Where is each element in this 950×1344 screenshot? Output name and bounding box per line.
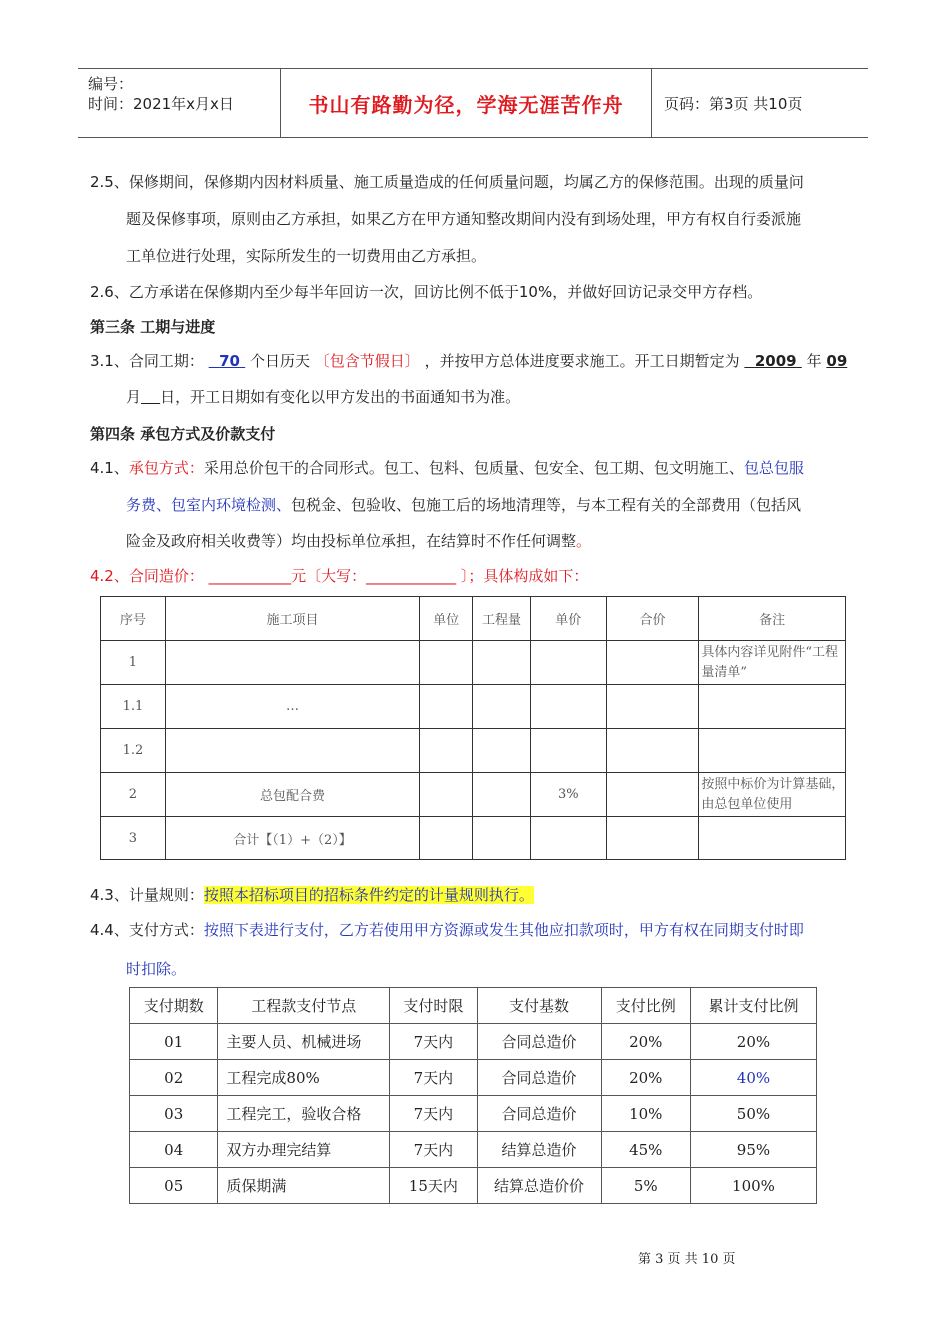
- clause-3-1-prefix: 3.1、合同工期：: [90, 352, 204, 370]
- pay-cell-no: 02: [130, 1060, 218, 1096]
- clause-4-1-line1: [90, 457, 804, 478]
- pay-header-cell: 支付基数: [477, 988, 601, 1024]
- cost-cell-total: [606, 685, 699, 729]
- pay-cell-cum: 20%: [690, 1024, 816, 1060]
- pay-cell-ratio: 20%: [601, 1024, 690, 1060]
- pay-cell-ratio: 5%: [601, 1168, 690, 1204]
- pay-cell-base: 合同总造价: [477, 1096, 601, 1132]
- pay-cell-ratio: 10%: [601, 1096, 690, 1132]
- cost-table-header: [101, 597, 846, 641]
- table-row: [101, 729, 846, 773]
- clause-4-4-l1: 按照下表进行支付，乙方若使用甲方资源或发生其他应扣款项时，甲方有权在同期支付时即: [203, 921, 804, 939]
- pay-cell-base: 合同总造价: [477, 1024, 601, 1060]
- clause-2-6: 2.6、乙方承诺在保修期内至少每半年回访一次，回访比例不低于10%，并做好回访记录交甲方存档。: [90, 283, 763, 301]
- pay-cell-base: 结算总造价价: [477, 1168, 601, 1204]
- cost-cell-item: [165, 729, 419, 773]
- pay-cell-cum: 95%: [690, 1132, 816, 1168]
- cost-cell-unit: [420, 685, 473, 729]
- cost-table: [100, 596, 846, 860]
- cost-cell-no: 2: [101, 773, 166, 817]
- clause-4-1-l3-end: 。: [576, 532, 592, 550]
- cost-cell-no: 1.2: [101, 729, 166, 773]
- pay-table-header: [130, 988, 817, 1024]
- page-footer: 第 3 页 共 10 页: [638, 1252, 736, 1267]
- clause-4-1-l3: 险金及政府相关收费等）均由投标单位承担，在结算时不作任何调整: [126, 532, 577, 550]
- clause-4-1-l2-rest: 包税金、包验收、包施工后的场地清理等，与本工程有关的全部费用（包括风: [291, 496, 802, 514]
- clause-3-1-year-unit: 年: [806, 352, 822, 370]
- clause-4-4-prefix: 4.4、支付方式：: [90, 921, 204, 939]
- table-row: [101, 641, 846, 685]
- cost-cell-qty: [473, 773, 531, 817]
- table-row: [130, 1132, 817, 1168]
- pay-cell-base: 结算总造价: [477, 1132, 601, 1168]
- cost-cell-item: …: [165, 685, 419, 729]
- pay-cell-cum: 40%: [690, 1060, 816, 1096]
- pay-cell-cum: 100%: [690, 1168, 816, 1204]
- pay-cell-no: 05: [130, 1168, 218, 1204]
- clause-3-1-line1: [90, 350, 847, 371]
- clause-3-1-days: [209, 352, 246, 370]
- header-time: 时间：2021年x月x日: [88, 95, 234, 113]
- table-row: [130, 1096, 817, 1132]
- cost-cell-item: 总包配合费: [165, 773, 419, 817]
- clause-3-1-rest: ，并按甲方总体进度要求施工。开工日期暂定为: [424, 352, 740, 370]
- clause-4-3-prefix: 4.3、计量规则：: [90, 886, 204, 904]
- pay-cell-node: 主要人员、机械进场: [218, 1024, 390, 1060]
- article-4-title: 第四条 承包方式及价款支付: [90, 425, 276, 443]
- table-row: [130, 1060, 817, 1096]
- clause-3-1-year: [744, 352, 801, 370]
- cost-cell-unit: [420, 729, 473, 773]
- clause-3-1-month-unit: 月: [126, 388, 142, 406]
- clause-4-1-line2: [126, 494, 801, 515]
- pay-cell-cum: 50%: [690, 1096, 816, 1132]
- cost-cell-note: [699, 817, 846, 860]
- clause-4-1-num: 4.1、: [90, 459, 129, 477]
- cost-header-cell: 单价: [530, 597, 606, 641]
- cost-cell-qty: [473, 729, 531, 773]
- pay-cell-node: 工程完工，验收合格: [218, 1096, 390, 1132]
- pay-cell-no: 03: [130, 1096, 218, 1132]
- table-row: [101, 817, 846, 860]
- header-number: 编号：: [88, 75, 134, 93]
- clause-4-1-line3: [126, 530, 591, 551]
- clause-4-1-l2-blue: 务费、包室内环境检测、: [126, 496, 292, 514]
- clause-4-2: [90, 565, 588, 586]
- payment-table: [129, 987, 817, 1204]
- pay-header-cell: 支付期数: [130, 988, 218, 1024]
- header-motto: 书山有路勤为径，学海无涯苦作舟: [281, 69, 652, 137]
- clause-4-3: [90, 884, 534, 905]
- pay-cell-ratio: 20%: [601, 1060, 690, 1096]
- pay-cell-no: 04: [130, 1132, 218, 1168]
- clause-3-1-month: 09: [826, 352, 848, 370]
- table-row: [130, 1024, 817, 1060]
- pay-cell-limit: 7天内: [390, 1060, 477, 1096]
- cost-header-cell: 施工项目: [165, 597, 419, 641]
- cost-cell-qty: [473, 817, 531, 860]
- pay-cell-no: 01: [130, 1024, 218, 1060]
- pay-header-cell: 支付比例: [601, 988, 690, 1024]
- clause-4-4-line2: 时扣除。: [126, 960, 187, 978]
- cost-cell-total: [606, 641, 699, 685]
- cost-cell-no: 3: [101, 817, 166, 860]
- header-left-cell: [78, 69, 281, 137]
- table-row: [130, 1168, 817, 1204]
- cost-cell-price: [530, 641, 606, 685]
- clause-3-1-mid: 个日历天: [249, 352, 310, 370]
- cost-cell-note: [699, 729, 846, 773]
- pay-cell-node: 工程完成80%: [218, 1060, 390, 1096]
- day-blank: [141, 388, 160, 406]
- article-3-title: 第三条 工期与进度: [90, 318, 216, 336]
- pay-cell-ratio: 45%: [601, 1132, 690, 1168]
- cost-cell-qty: [473, 685, 531, 729]
- cost-cell-qty: [473, 641, 531, 685]
- pay-header-cell: 工程款支付节点: [218, 988, 390, 1024]
- cost-cell-unit: [420, 641, 473, 685]
- cost-cell-unit: [420, 773, 473, 817]
- cost-cell-total: [606, 817, 699, 860]
- clause-4-1-label: 承包方式：: [128, 459, 204, 477]
- year-value: 2009: [754, 352, 797, 370]
- pay-cell-base: 合同总造价: [477, 1060, 601, 1096]
- clause-4-4-line1: [90, 919, 804, 940]
- clause-3-1-l2-rest: 日，开工日期如有变化以甲方发出的书面通知书为准。: [160, 388, 521, 406]
- pay-cell-node: 双方办理完结算: [218, 1132, 390, 1168]
- clause-3-1-line2: [126, 386, 520, 407]
- pay-cell-limit: 7天内: [390, 1024, 477, 1060]
- pay-cell-limit: 7天内: [390, 1132, 477, 1168]
- cost-cell-item: [165, 641, 419, 685]
- cost-cell-note: 按照中标价为计算基础，由总包单位使用: [699, 773, 846, 817]
- pay-header-cell: 累计支付比例: [690, 988, 816, 1024]
- pay-cell-limit: 7天内: [390, 1096, 477, 1132]
- cost-cell-price: [530, 729, 606, 773]
- cost-cell-total: [606, 773, 699, 817]
- pay-header-cell: 支付时限: [390, 988, 477, 1024]
- cost-header-cell: 工程量: [473, 597, 531, 641]
- cost-cell-price: [530, 817, 606, 860]
- page-header: [78, 68, 868, 138]
- cost-cell-price: 3%: [530, 773, 606, 817]
- clause-4-2-text: 合同造价： ___________元〔大写：____________ 〕；具体构成如下：: [128, 567, 589, 585]
- table-row: [101, 685, 846, 729]
- cost-cell-price: [530, 685, 606, 729]
- clause-2-5-line1: 2.5、保修期间，保修期内因材料质量、施工质量造成的任何质量问题，均属乙方的保修范围。出现的质量问: [90, 173, 804, 191]
- clause-4-1-l1-blue: 包总包服: [743, 459, 804, 477]
- pay-cell-limit: 15天内: [390, 1168, 477, 1204]
- clause-3-1-paren: 〔包含节假日〕: [314, 352, 420, 370]
- cost-header-cell: 备注: [699, 597, 846, 641]
- clause-2-5-line2: 题及保修事项，原则由乙方承担，如果乙方在甲方通知整改期间内没有到场处理，甲方有权自行委派施: [126, 210, 802, 228]
- cost-cell-total: [606, 729, 699, 773]
- cost-cell-no: 1.1: [101, 685, 166, 729]
- cost-header-cell: 单位: [420, 597, 473, 641]
- clause-4-1-l1-rest: 采用总价包干的合同形式。包工、包料、包质量、包安全、包工期、包文明施工、: [203, 459, 744, 477]
- cost-header-cell: 合价: [606, 597, 699, 641]
- cost-header-cell: 序号: [101, 597, 166, 641]
- cost-cell-no: 1: [101, 641, 166, 685]
- clause-4-3-text: 按照本招标项目的招标条件约定的计量规则执行。: [203, 886, 534, 904]
- clause-4-2-num: 4.2、: [90, 567, 129, 585]
- cost-cell-unit: [420, 817, 473, 860]
- clause-2-5-line3: 工单位进行处理，实际所发生的一切费用由乙方承担。: [126, 247, 487, 265]
- cost-cell-note: 具体内容详见附件“工程量清单”: [699, 641, 846, 685]
- table-row: [101, 773, 846, 817]
- header-page: 页码：第3页 共10页: [664, 95, 803, 113]
- days-value: 70: [219, 352, 240, 370]
- pay-cell-node: 质保期满: [218, 1168, 390, 1204]
- cost-cell-item: 合计【（1）+（2）】: [165, 817, 419, 860]
- cost-cell-note: [699, 685, 846, 729]
